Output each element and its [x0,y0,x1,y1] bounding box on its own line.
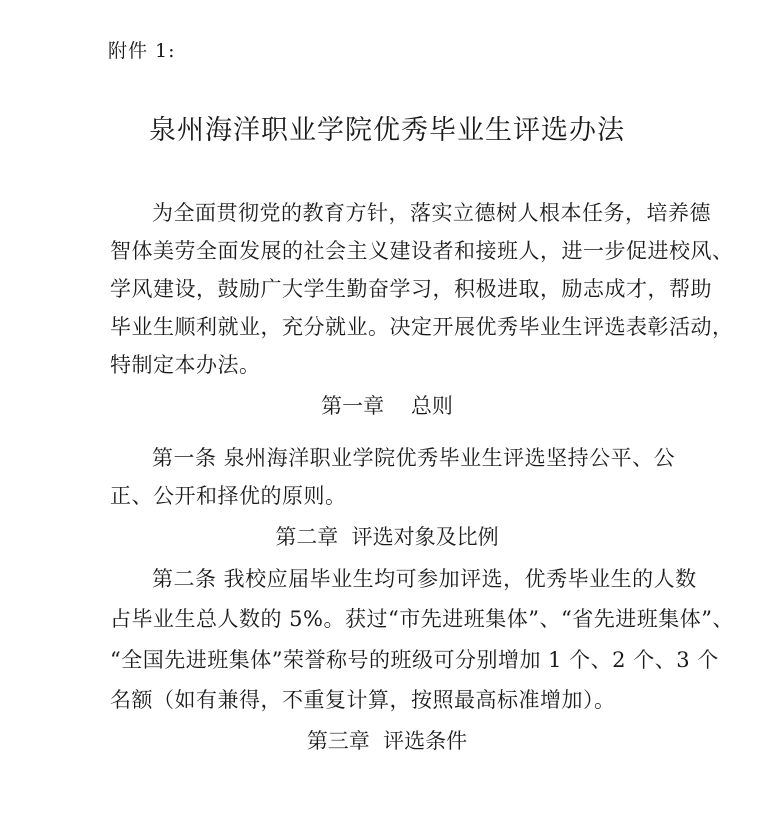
preamble-line: 特制定本办法。 [110,353,261,377]
article-2-line: “全国先进班集体”荣誉称号的班级可分别增加 1 个、2 个、3 个 [110,648,719,672]
article-1-line: 第一条 泉州海洋职业学院优秀毕业生评选坚持公平、公 [152,446,676,470]
chapter-3-heading: 第三章 评选条件 [306,729,468,753]
article-2-line: 第二条 我校应届毕业生均可参加评选，优秀毕业生的人数 [152,567,697,591]
preamble-line: 智体美劳全面发展的社会主义建设者和接班人，进一步促进校风、 [110,239,734,263]
article-1-line: 正、公开和择优的原则。 [110,484,347,508]
document-title: 泉州海洋职业学院优秀毕业生评选办法 [149,115,625,146]
chapter-2-heading: 第二章 评选对象及比例 [275,525,499,549]
preamble-line: 毕业生顺利就业，充分就业。决定开展优秀毕业生评选表彰活动， [110,315,734,339]
article-2-line: 名额（如有兼得，不重复计算，按照最高标准增加）。 [110,688,616,712]
attachment-label: 附件 1: [108,40,176,62]
article-2-line: 占毕业生总人数的 5%。获过“市先进班集体”、“省先进班集体”、 [110,607,734,631]
preamble-line: 为全面贯彻党的教育方针，落实立德树人根本任务，培养德 [152,201,711,225]
chapter-1-heading: 第一章 总则 [321,394,453,418]
preamble-line: 学风建设，鼓励广大学生勤奋学习，积极进取，励志成才，帮助 [110,277,712,301]
